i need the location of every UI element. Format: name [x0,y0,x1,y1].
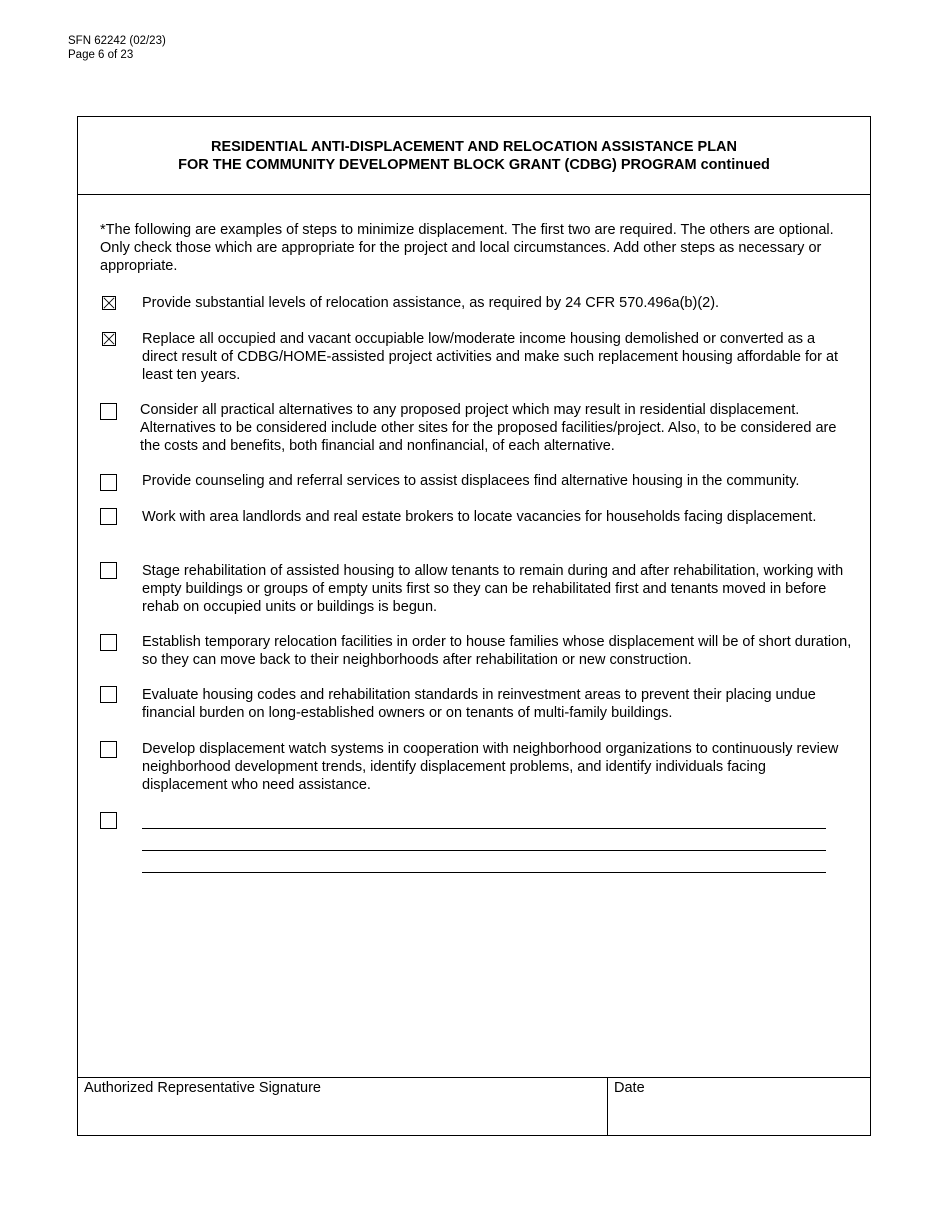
section-header [78,117,870,195]
signature-field[interactable] [78,1078,608,1135]
checkbox[interactable] [100,812,117,829]
step-text: Work with area landlords and real estate brokers to locate vacancies for households facing displacement. [142,509,817,525]
checkbox[interactable] [100,686,117,703]
form-identifier [68,34,166,62]
form-number: SFN 62242 (02/23) [68,35,166,47]
check-x-icon [103,333,115,345]
step-text: Provide substantial levels of relocation assistance, as required by 24 CFR 570.496a(b)(2). [142,295,720,311]
form-frame [77,116,871,1136]
other-step-line-1[interactable] [142,828,826,829]
signature-row [78,1077,870,1135]
header-line-2: FOR THE COMMUNITY DEVELOPMENT BLOCK GRANT (CDBG) PROGRAM continued [178,157,770,173]
checkbox[interactable] [100,403,117,420]
step-text: Consider all practical alternatives to any proposed project which may result in residential displacement. Alternatives to be considered include other sites for the proposed facilities/project. Also, to be considered are the costs and benefits, both financial and nonfinancial, of each alternative. [140,402,837,454]
checkbox-checked[interactable] [102,296,116,310]
signature-label: Authorized Representative Signature [84,1080,321,1096]
checkbox[interactable] [100,562,117,579]
other-step-line-3[interactable] [142,872,826,873]
date-field[interactable] [608,1078,870,1135]
page-number: Page 6 of 23 [68,49,134,61]
checkbox[interactable] [100,741,117,758]
step-text: Evaluate housing codes and rehabilitation standards in reinvestment areas to prevent their placing undue financial burden on long-established owners or on tenants of multi-family buildings. [142,687,816,721]
step-text: Establish temporary relocation facilities in order to house families whose displacement will be of short duration, so they can move back to their neighborhoods after rehabilitation or new construction. [142,634,852,668]
step-text: Provide counseling and referral services to assist displacees find alternative housing in the community. [142,473,800,489]
other-step-line-2[interactable] [142,850,826,851]
check-x-icon [103,297,115,309]
checkbox[interactable] [100,508,117,525]
checkbox-checked[interactable] [102,332,116,346]
date-label: Date [614,1080,645,1096]
step-text: Replace all occupied and vacant occupiable low/moderate income housing demolished or converted as a direct result of CDBG/HOME-assisted project activities and make such replacement housing affordable for at least ten years. [142,331,839,383]
checkbox[interactable] [100,634,117,651]
header-line-1: RESIDENTIAL ANTI-DISPLACEMENT AND RELOCATION ASSISTANCE PLAN [210,139,738,155]
step-text: Stage rehabilitation of assisted housing to allow tenants to remain during and after rehabilitation, working with empty buildings or groups of empty units first so they can be rehabilitated first and tenants moved in before rehab on occupied units or buildings is begun. [142,563,844,615]
checkbox[interactable] [100,474,117,491]
step-text: Develop displacement watch systems in cooperation with neighborhood organizations to continuously review neighborhood development trends, identify displacement problems, and identify individuals facing displacement who need assistance. [142,741,839,793]
intro-paragraph: *The following are examples of steps to minimize displacement. The first two are required. The others are optional. Only check those which are appropriate for the project and local circumstances. Add other steps as necessary or appropriate. [100,222,834,274]
